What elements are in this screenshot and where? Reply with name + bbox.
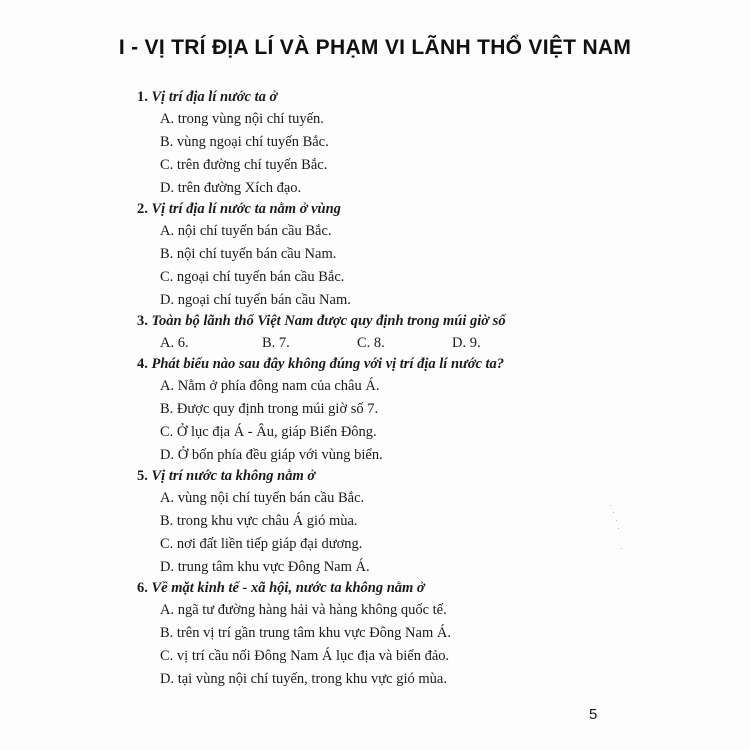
- question-4: [137, 356, 504, 373]
- option-6a: A. ngã tư đường hàng hải và hàng không quốc tế.: [160, 602, 447, 618]
- question-3: [137, 313, 506, 330]
- option-5b: B. trong khu vực châu Á gió mùa.: [160, 513, 358, 529]
- question-text: Về mặt kinh tế - xã hội, nước ta không nằm ở: [151, 580, 425, 596]
- option-1b: B. vùng ngoại chí tuyến Bắc.: [160, 134, 329, 150]
- option-3d: D. 9.: [452, 335, 481, 351]
- option-6c: C. vị trí cầu nối Đông Nam Á lục địa và biển đảo.: [160, 648, 450, 664]
- question-text: Vị trí địa lí nước ta ở: [151, 89, 278, 105]
- option-6b: B. trên vị trí gần trung tâm khu vực Đông Nam Á.: [160, 625, 451, 641]
- option-1d: D. trên đường Xích đạo.: [160, 180, 302, 196]
- scan-speck: [610, 505, 611, 506]
- option-1a: A. trong vùng nội chí tuyến.: [160, 111, 324, 127]
- option-4b: B. Được quy định trong múi giờ số 7.: [160, 401, 379, 417]
- option-2d: D. ngoại chí tuyến bán cầu Nam.: [160, 292, 351, 308]
- option-2a: A. nội chí tuyến bán cầu Bắc.: [160, 223, 332, 239]
- question-2: [137, 201, 341, 218]
- option-4c: C. Ở lục địa Á - Âu, giáp Biển Đông.: [160, 424, 377, 440]
- scan-speck: [618, 528, 619, 529]
- question-number: 6.: [137, 580, 148, 596]
- option-2c: C. ngoại chí tuyến bán cầu Bắc.: [160, 269, 345, 285]
- question-text: Vị trí nước ta không nằm ở: [151, 468, 316, 484]
- scan-speck: [616, 520, 617, 521]
- question-text: Toàn bộ lãnh thổ Việt Nam được quy định trong múi giờ số: [151, 313, 506, 329]
- option-5c: C. nơi đất liền tiếp giáp đại dương.: [160, 536, 363, 552]
- option-5a: A. vùng nội chí tuyến bán cầu Bắc.: [160, 490, 365, 506]
- page-title: I - VỊ TRÍ ĐỊA LÍ VÀ PHẠM VI LÃNH THỔ VIỆT NAM: [118, 36, 632, 59]
- option-3c: C. 8.: [357, 335, 385, 351]
- question-number: 2.: [137, 201, 148, 217]
- page-number: 5: [589, 706, 598, 723]
- option-6d: D. tại vùng nội chí tuyến, trong khu vực gió mùa.: [160, 671, 447, 687]
- question-number: 5.: [137, 468, 148, 484]
- option-4d: D. Ở bốn phía đều giáp với vùng biển.: [160, 447, 383, 463]
- question-text: Vị trí địa lí nước ta nằm ở vùng: [151, 201, 341, 217]
- scan-speck: [621, 548, 622, 549]
- question-text: Phát biểu nào sau đây không đúng với vị trí địa lí nước ta?: [151, 356, 505, 372]
- scan-speck: [613, 512, 614, 513]
- option-5d: D. trung tâm khu vực Đông Nam Á.: [160, 559, 370, 575]
- question-number: 1.: [137, 89, 148, 105]
- option-4a: A. Nằm ở phía đông nam của châu Á.: [160, 378, 380, 394]
- option-3b: B. 7.: [262, 335, 290, 351]
- question-6: [137, 580, 425, 597]
- option-3a: A. 6.: [160, 335, 189, 351]
- option-2b: B. nội chí tuyến bán cầu Nam.: [160, 246, 337, 262]
- option-1c: C. trên đường chí tuyến Bắc.: [160, 157, 328, 173]
- question-number: 4.: [137, 356, 148, 372]
- question-number: 3.: [137, 313, 148, 329]
- question-5: [137, 468, 315, 485]
- question-1: [137, 89, 277, 106]
